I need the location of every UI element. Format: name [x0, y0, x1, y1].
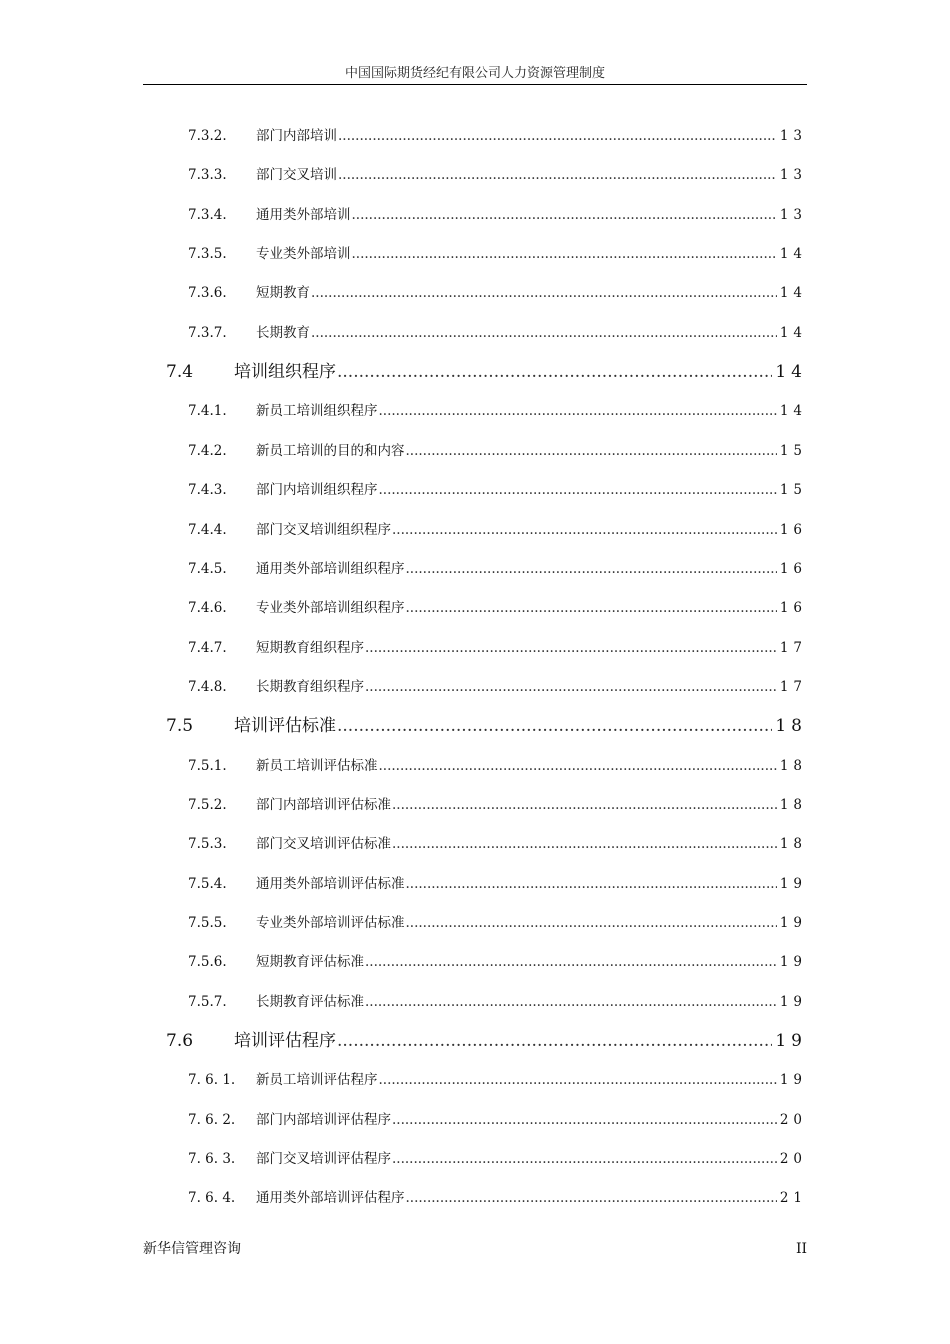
toc-subsection-entry[interactable] [188, 558, 807, 580]
toc-subsection-entry[interactable] [188, 991, 807, 1013]
toc-entry-title: 通用类外部培训评估程序 [256, 1190, 405, 1207]
toc-dot-leader [352, 243, 777, 265]
toc-dot-leader [337, 359, 772, 385]
toc-subsection-entry[interactable] [188, 1148, 807, 1170]
toc-entry-title: 长期教育组织程序 [256, 678, 364, 695]
toc-subsection-entry[interactable] [188, 400, 807, 422]
toc-entry-number: 7.5.5. [188, 915, 227, 931]
toc-entry-page: 14 [779, 403, 807, 420]
toc-entry-title: 新员工培训的目的和内容 [256, 442, 405, 459]
toc-dot-leader [392, 1148, 777, 1170]
toc-entry-number: 7.4.7. [188, 639, 227, 656]
toc-dot-leader [379, 400, 777, 422]
toc-entry-page: 17 [779, 678, 807, 695]
toc-subsection-entry[interactable] [188, 912, 807, 934]
toc-entry-page: 15 [779, 482, 807, 499]
toc-subsection-entry[interactable] [188, 676, 807, 698]
toc-entry-page: 19 [779, 875, 807, 892]
toc-entry-number: 7.4.8. [188, 678, 227, 695]
toc-entry-page: 16 [779, 521, 807, 538]
toc-entry-number: 7.3.2. [188, 128, 227, 144]
toc-subsection-entry[interactable] [188, 479, 807, 501]
toc-dot-leader [406, 1187, 777, 1209]
toc-entry-title: 通用类外部培训组织程序 [256, 560, 405, 577]
toc-dot-leader [311, 282, 777, 304]
toc-dot-leader [406, 597, 777, 619]
toc-entry-number: 7. 6. 3. [188, 1151, 236, 1168]
toc-dot-leader [406, 912, 777, 934]
toc-entry-number: 7.4.3. [188, 482, 227, 499]
toc-dot-leader [338, 125, 777, 147]
toc-entry-page: 19 [779, 993, 807, 1010]
toc-entry-title: 部门内部培训 [256, 128, 337, 144]
page-header [143, 64, 807, 85]
toc-dot-leader [338, 164, 777, 186]
toc-entry-page: 17 [779, 639, 807, 656]
toc-subsection-entry[interactable] [188, 1069, 807, 1091]
toc-subsection-entry[interactable] [188, 164, 807, 186]
toc-entry-page: 19 [775, 1031, 807, 1052]
toc-entry-number: 7.3.6. [188, 285, 227, 302]
toc-entry-page: 16 [779, 560, 807, 577]
toc-dot-leader [379, 755, 777, 777]
toc-entry-title: 专业类外部培训组织程序 [256, 600, 405, 617]
toc-dot-leader [337, 1028, 772, 1054]
toc-dot-leader [365, 676, 777, 698]
toc-entry-title: 部门交叉培训评估标准 [256, 836, 391, 853]
toc-section-entry[interactable] [166, 359, 807, 385]
footer-page-number: II [795, 1241, 807, 1257]
toc-dot-leader [392, 519, 777, 541]
toc-entry-number: 7.5.6. [188, 954, 227, 971]
toc-entry-page: 19 [779, 1072, 807, 1089]
toc-dot-leader [392, 833, 777, 855]
toc-entry-title: 培训评估程序 [234, 1031, 336, 1052]
toc-dot-leader [311, 322, 777, 344]
toc-entry-number: 7.4.6. [188, 600, 227, 617]
toc-dot-leader [337, 713, 772, 739]
toc-subsection-entry[interactable] [188, 1187, 807, 1209]
toc-entry-number: 7.3.5. [188, 246, 227, 263]
toc-entry-title: 通用类外部培训评估标准 [256, 875, 405, 892]
toc-entry-page: 18 [779, 796, 807, 813]
toc-dot-leader [392, 794, 777, 816]
toc-entry-title: 短期教育组织程序 [256, 639, 364, 656]
toc-entry-page: 18 [779, 836, 807, 853]
toc-entry-page: 13 [779, 128, 807, 144]
toc-dot-leader [406, 873, 777, 895]
toc-entry-page: 15 [779, 442, 807, 459]
toc-entry-page: 14 [779, 246, 807, 263]
toc-entry-page: 18 [779, 757, 807, 774]
toc-dot-leader [379, 479, 777, 501]
toc-entry-page: 16 [779, 600, 807, 617]
toc-subsection-entry[interactable] [188, 794, 807, 816]
toc-subsection-entry[interactable] [188, 204, 807, 226]
toc-entry-page: 14 [775, 362, 807, 383]
toc-entry-title: 短期教育 [256, 285, 310, 302]
toc-entry-number: 7.6 [166, 1031, 194, 1052]
toc-dot-leader [352, 204, 777, 226]
toc-subsection-entry[interactable] [188, 322, 807, 344]
toc-entry-title: 部门内培训组织程序 [256, 482, 378, 499]
toc-subsection-entry[interactable] [188, 282, 807, 304]
toc-entry-number: 7.5 [166, 716, 194, 737]
toc-entry-number: 7.3.4. [188, 206, 227, 223]
toc-subsection-entry[interactable] [188, 833, 807, 855]
toc-entry-title: 新员工培训评估程序 [256, 1072, 378, 1089]
toc-entry-title: 部门交叉培训 [256, 167, 337, 184]
toc-subsection-entry[interactable] [188, 440, 807, 462]
toc-entry-title: 新员工培训组织程序 [256, 403, 378, 420]
toc-entry-number: 7.5.4. [188, 875, 227, 892]
toc-entry-number: 7. 6. 1. [188, 1072, 236, 1089]
document-title: 中国国际期货经纪有限公司人力资源管理制度 [344, 66, 605, 81]
toc-entry-title: 部门内部培训评估程序 [256, 1111, 391, 1128]
toc-entry-page: 19 [779, 915, 807, 931]
toc-entry-title: 培训组织程序 [234, 362, 336, 383]
toc-entry-number: 7.3.3. [188, 167, 227, 184]
toc-entry-number: 7.4 [166, 362, 194, 383]
toc-entry-title: 专业类外部培训 [256, 246, 351, 263]
toc-subsection-entry[interactable] [188, 243, 807, 265]
toc-entry-page: 13 [779, 206, 807, 223]
toc-entry-number: 7.4.5. [188, 560, 227, 577]
toc-entry-number: 7.4.4. [188, 521, 227, 538]
toc-entry-page: 20 [779, 1151, 807, 1168]
toc-entry-page: 13 [779, 167, 807, 184]
toc-dot-leader [365, 991, 777, 1013]
toc-entry-title: 部门内部培训评估标准 [256, 796, 391, 813]
toc-dot-leader [365, 637, 777, 659]
toc-subsection-entry[interactable] [188, 873, 807, 895]
toc-entry-page: 21 [779, 1190, 807, 1207]
toc-entry-number: 7.4.2. [188, 442, 227, 459]
toc-entry-number: 7.5.2. [188, 796, 227, 813]
toc-entry-page: 20 [779, 1111, 807, 1128]
toc-dot-leader [406, 440, 777, 462]
toc-entry-title: 部门交叉培训评估程序 [256, 1151, 391, 1168]
toc-entry-number: 7.5.7. [188, 993, 227, 1010]
toc-subsection-entry[interactable] [188, 1109, 807, 1131]
toc-entry-title: 专业类外部培训评估标准 [256, 915, 405, 931]
toc-section-entry[interactable] [166, 713, 807, 739]
toc-entry-title: 长期教育 [256, 324, 310, 341]
toc-entry-number: 7.5.1. [188, 757, 227, 774]
toc-subsection-entry[interactable] [188, 637, 807, 659]
toc-entry-number: 7.5.3. [188, 836, 227, 853]
toc-section-entry[interactable] [166, 1028, 807, 1054]
toc-entry-title: 通用类外部培训 [256, 206, 351, 223]
toc-subsection-entry[interactable] [188, 519, 807, 541]
toc-dot-leader [392, 1109, 777, 1131]
toc-entry-title: 长期教育评估标准 [256, 993, 364, 1010]
toc-entry-title: 培训评估标准 [234, 716, 336, 737]
toc-entry-title: 新员工培训评估标准 [256, 757, 378, 774]
toc-entry-number: 7. 6. 4. [188, 1190, 236, 1207]
toc-entry-number: 7. 6. 2. [188, 1111, 236, 1128]
toc-entry-page: 18 [775, 716, 807, 737]
toc-subsection-entry[interactable] [188, 125, 807, 147]
footer-company: 新华信管理咨询 [143, 1241, 241, 1257]
toc-dot-leader [406, 558, 777, 580]
toc-entry-number: 7.3.7. [188, 324, 227, 341]
toc-entry-page: 19 [779, 954, 807, 971]
toc-entry-title: 部门交叉培训组织程序 [256, 521, 391, 538]
toc-subsection-entry[interactable] [188, 755, 807, 777]
toc-entry-page: 14 [779, 324, 807, 341]
toc-subsection-entry[interactable] [188, 951, 807, 973]
toc-subsection-entry[interactable] [188, 597, 807, 619]
toc-dot-leader [379, 1069, 777, 1091]
toc-entry-number: 7.4.1. [188, 403, 227, 420]
toc-entry-title: 短期教育评估标准 [256, 954, 364, 971]
toc-dot-leader [365, 951, 777, 973]
toc-entry-page: 14 [779, 285, 807, 302]
